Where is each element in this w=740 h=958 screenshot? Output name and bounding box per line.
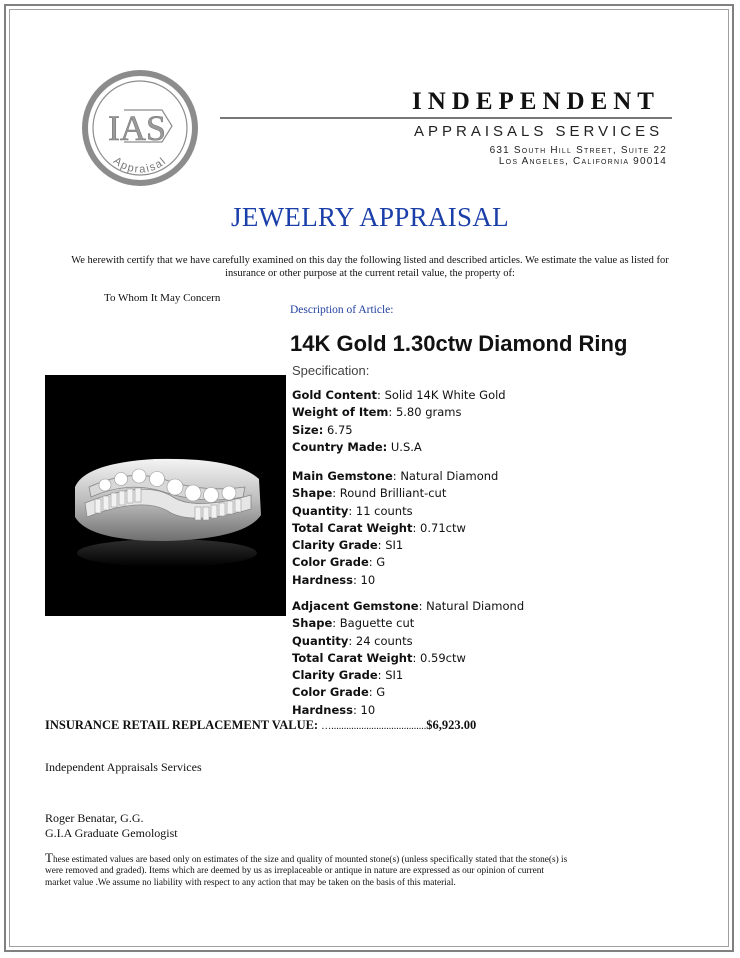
disclaimer <box>45 852 605 889</box>
ring-illustration <box>45 375 286 616</box>
insurance-amount: $6,923.00 <box>426 718 477 732</box>
signer-name: Roger Benatar, G.G. <box>45 811 144 825</box>
insurance-dots: …...................................... <box>321 721 427 732</box>
spec-main-gemstone <box>292 468 498 589</box>
spec-row: Gold Content: Solid 14K White Gold <box>292 388 506 402</box>
spec-row: Quantity: 24 counts <box>292 633 413 648</box>
spec-key: Weight of Item <box>292 405 389 420</box>
company-subtitle: APPRAISALS SERVICES <box>414 123 664 140</box>
spec-row: Hardness: 10 <box>292 572 376 587</box>
spec-value: 5.80 grams <box>395 405 462 420</box>
recipient: To Whom It May Concern <box>104 292 221 304</box>
spec-key: Color Grade <box>292 685 369 700</box>
address-line-2: Los Angeles, California 90014 <box>498 156 667 167</box>
spec-value: Natural Diamond <box>400 469 499 483</box>
spec-key: Country Made: <box>292 439 388 454</box>
spec-row: Clarity Grade: SI1 <box>292 668 404 683</box>
ias-logo <box>80 68 200 188</box>
disclaimer-dropcap: T <box>45 850 53 865</box>
spec-row: Color Grade: G <box>292 685 386 700</box>
insurance-value-line <box>45 718 476 733</box>
company-signature: Independent Appraisals Services <box>45 760 202 774</box>
spec-value: 0.59ctw <box>420 650 466 665</box>
spec-row: Hardness: 10 <box>292 702 376 717</box>
spec-key: Total Carat Weight <box>292 650 413 665</box>
spec-key: Quantity <box>292 503 349 518</box>
spec-value: Baguette cut <box>339 616 415 631</box>
address-line-1: 631 South Hill Street, Suite 22 <box>489 145 667 156</box>
spec-key: Clarity Grade <box>292 538 378 553</box>
spec-key: Main Gemstone <box>292 469 393 483</box>
spec-row <box>292 422 506 439</box>
intro-line-1: We herewith certify that we have carefully examined on this day the following listed and described articles. We estimate the value as listed for <box>71 255 669 266</box>
spec-value: 0.71ctw <box>420 520 466 535</box>
document-title: JEWELRY APPRAISAL <box>231 202 509 232</box>
spec-row: Total Carat Weight: 0.71ctw <box>292 520 466 535</box>
intro-line-2: insurance or other purpose at the current retail value, the property of: <box>225 268 515 279</box>
signer-block <box>45 811 178 841</box>
spec-key: Gold Content <box>292 388 378 402</box>
spec-value: Solid 14K White Gold <box>384 388 506 402</box>
intro-paragraph <box>60 254 680 280</box>
header-divider <box>220 117 672 119</box>
spec-key: Clarity Grade <box>292 668 378 683</box>
spec-value: U.S.A <box>390 439 422 454</box>
disclaimer-line-2: were removed and graded). Items which are deemed by us as irreplaceable or antique in nature are expressed as our opinion of current <box>45 866 544 877</box>
spec-row: Adjacent Gemstone: Natural Diamond <box>292 599 525 613</box>
specification-label: Specification: <box>292 363 370 378</box>
spec-key: Hardness <box>292 702 353 717</box>
spec-value: 24 counts <box>355 633 413 648</box>
spec-row: Shape: Baguette cut <box>292 616 415 631</box>
spec-value: SI1 <box>385 538 404 553</box>
signer-title: G.I.A Graduate Gemologist <box>45 826 178 840</box>
spec-value: Round Brilliant-cut <box>339 486 447 501</box>
logo-letters: IAS <box>107 108 167 148</box>
ring-photo <box>45 375 286 616</box>
insurance-label: INSURANCE RETAIL REPLACEMENT VALUE: <box>45 718 319 732</box>
company-name: INDEPENDENT <box>412 88 660 115</box>
spec-row: Total Carat Weight: 0.59ctw <box>292 650 466 665</box>
spec-key: Hardness <box>292 572 353 587</box>
spec-row <box>292 439 506 456</box>
spec-row: Quantity: 11 counts <box>292 503 413 518</box>
item-title: 14K Gold 1.30ctw Diamond Ring <box>290 331 628 356</box>
spec-general <box>292 387 506 456</box>
spec-value: 10 <box>360 572 376 587</box>
spec-value: 11 counts <box>355 503 413 518</box>
spec-value: Natural Diamond <box>426 599 525 613</box>
spec-key: Size: <box>292 422 324 437</box>
spec-key: Adjacent Gemstone <box>292 599 419 613</box>
disclaimer-line-3: market value .We assume no liability with respect to any action that may be taken on the basis of this material. <box>45 877 456 888</box>
spec-value: SI1 <box>385 668 404 683</box>
spec-row: Main Gemstone: Natural Diamond <box>292 469 499 483</box>
spec-value: G <box>376 555 386 570</box>
spec-key: Color Grade <box>292 555 369 570</box>
spec-key: Shape <box>292 616 333 631</box>
spec-row: Shape: Round Brilliant-cut <box>292 486 447 501</box>
spec-row: Clarity Grade: SI1 <box>292 538 404 553</box>
spec-key: Quantity <box>292 633 349 648</box>
spec-value: G <box>376 685 386 700</box>
spec-key: Total Carat Weight <box>292 520 413 535</box>
spec-adjacent-gemstone <box>292 598 524 719</box>
spec-value: 6.75 <box>326 422 353 437</box>
logo-appraisal-text: Appraisal <box>110 154 170 176</box>
spec-row: Weight of Item: 5.80 grams <box>292 405 462 420</box>
spec-row: Color Grade: G <box>292 555 386 570</box>
disclaimer-line-1: hese estimated values are based only on estimates of the size and quality of mounted stone(s) (unless specifically stated that the stone(s) is <box>52 855 568 865</box>
description-label: Description of Article: <box>290 304 394 316</box>
spec-value: 10 <box>360 702 376 717</box>
spec-key: Shape <box>292 486 333 501</box>
